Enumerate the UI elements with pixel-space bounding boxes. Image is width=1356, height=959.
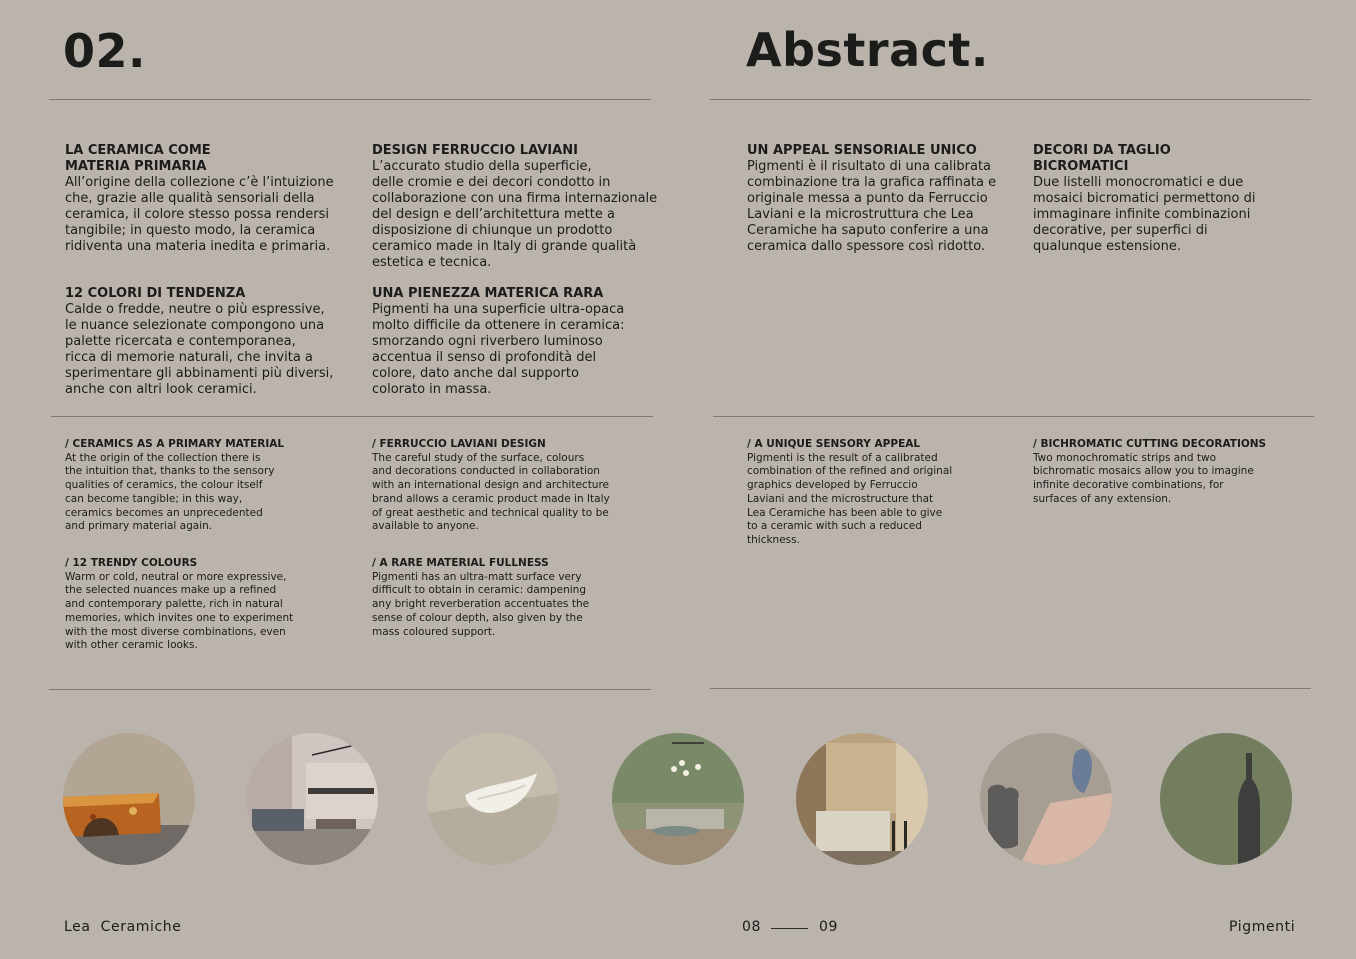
english-body: Warm or cold, neutral or more expressive, the selected nuances make up a refined and contemporary palette, rich in natural memories, which invites one to experiment with the most diverse combinations, even with other ceramic looks. (65, 570, 294, 652)
section-number: 02. (63, 24, 146, 78)
section-title: Abstract. (746, 23, 989, 77)
italian-heading: DESIGN FERRUCCIO LAVIANI (372, 143, 578, 158)
english-body: Pigmenti is the result of a calibrated combination of the refined and original graphics developed by Ferruccio Laviani and the microstructure that Lea Ceramiche has been able to give to a ceramic with such a reduced thickness. (747, 451, 953, 546)
page-divider (771, 928, 808, 929)
collection-name: Pigmenti (1229, 919, 1296, 935)
divider-top-left (49, 99, 651, 100)
english-body: The careful study of the surface, colours and decorations conducted in collaboration with an international design and architecture brand allows a ceramic product made in Italy of great aesthetic and technical quality to be available to anyone. (372, 451, 610, 533)
divider-bottom-left (49, 689, 651, 690)
page-number-right: 09 (819, 919, 839, 935)
italian-column-4 (1033, 143, 1333, 255)
italian-block (65, 143, 365, 286)
italian-heading: LA CERAMICA COME MATERIA PRIMARIA (65, 143, 211, 174)
english-heading: / CERAMICS AS A PRIMARY MATERIAL (65, 438, 285, 450)
english-block (747, 438, 1047, 548)
italian-body: Pigmenti ha una superficie ultra-opaca molto difficile da ottenere in ceramica: smorzando ogni riverbero luminoso accentua il senso di profondità del colore, dato anche dal supporto colorato in massa. (372, 302, 625, 397)
green-lounge-photo (612, 733, 744, 865)
kitchen-photo (796, 733, 928, 865)
italian-block (372, 286, 672, 398)
bottle-photo (1160, 733, 1292, 865)
english-body: Two monochromatic strips and two bichromatic mosaics allow you to imagine infinite decorative combinations, for surfaces of any extension. (1033, 451, 1254, 505)
english-column-1 (65, 438, 365, 653)
italian-heading: UN APPEAL SENSORIALE UNICO (747, 143, 977, 158)
italian-body: L’accurato studio della superficie, delle cromie e dei decori condotto in collaborazione con una firma internazionale del design e dell’architettura mette a disposizione di chiunque un prodotto ceramico made in Italy di grande qualità estetica e tecnica. (372, 159, 658, 270)
living-room-photo (246, 733, 378, 865)
italian-heading: 12 COLORI DI TENDENZA (65, 286, 246, 301)
italian-column-2 (372, 143, 672, 398)
divider-mid-left (51, 416, 653, 417)
white-sculpture-photo (427, 733, 559, 865)
italian-body: Pigmenti è il risultato di una calibrata combinazione tra la grafica raffinata e originale messa a punto da Ferruccio Laviani e la microstruttura che Lea Ceramiche ha saputo conferire a una ceramica dallo spessore così ridotto. (747, 159, 997, 254)
italian-block (1033, 143, 1333, 255)
english-body: At the origin of the collection there is the intuition that, thanks to the sensory qualities of ceramics, the colour itself can become tangible; in this way, ceramics becomes an unprecedented and primary material again. (65, 451, 275, 533)
english-heading: / 12 TRENDY COLOURS (65, 557, 198, 569)
page-number-left: 08 (742, 919, 762, 935)
divider-bottom-right (710, 688, 1311, 689)
divider-top-right (710, 99, 1311, 100)
italian-block (372, 143, 672, 286)
vases-photo (980, 733, 1112, 865)
italian-heading: DECORI DA TAGLIO BICROMATICI (1033, 143, 1171, 174)
english-body: Pigmenti has an ultra-matt surface very difficult to obtain in ceramic: dampening any bright reverberation accentuates the sense of colour depth, also given by the mass coloured support. (372, 570, 590, 638)
english-block (372, 557, 672, 639)
english-heading: / FERRUCCIO LAVIANI DESIGN (372, 438, 546, 450)
english-block (372, 438, 672, 557)
italian-body: Calde o fredde, neutre o più espressive, le nuance selezionate compongono una palette ricercata e contemporanea, ricca di memorie naturali, che invita a sperimentare gli abbinamenti più diversi, anche con altri look ceramici. (65, 302, 334, 397)
english-heading: / BICHROMATIC CUTTING DECORATIONS (1033, 438, 1267, 450)
english-column-2 (372, 438, 672, 639)
english-heading: / A RARE MATERIAL FULLNESS (372, 557, 549, 569)
english-column-3 (747, 438, 1047, 548)
divider-mid-right (713, 416, 1314, 417)
english-block (1033, 438, 1293, 507)
italian-block (747, 143, 1047, 255)
english-heading: / A UNIQUE SENSORY APPEAL (747, 438, 921, 450)
italian-column-1 (65, 143, 365, 398)
italian-body: Due listelli monocromatici e due mosaici bicromatici permettono di immaginare infinite combinazioni decorative, per superfici di qualunque estensione. (1033, 175, 1256, 254)
italian-body: All’origine della collezione c’è l’intuizione che, grazie alle qualità sensoriali della ceramica, il colore stesso possa rendersi tangibile; in questo modo, la ceramica ridiventa una materia inedita e primaria. (65, 175, 334, 254)
english-block (65, 557, 365, 653)
italian-column-3 (747, 143, 1047, 255)
ceramic-block-photo (63, 733, 195, 865)
italian-heading: UNA PIENEZZA MATERICA RARA (372, 286, 604, 301)
italian-block (65, 286, 365, 398)
brand-name: Lea Ceramiche (64, 919, 182, 935)
english-column-4 (1033, 438, 1293, 507)
english-block (65, 438, 365, 557)
